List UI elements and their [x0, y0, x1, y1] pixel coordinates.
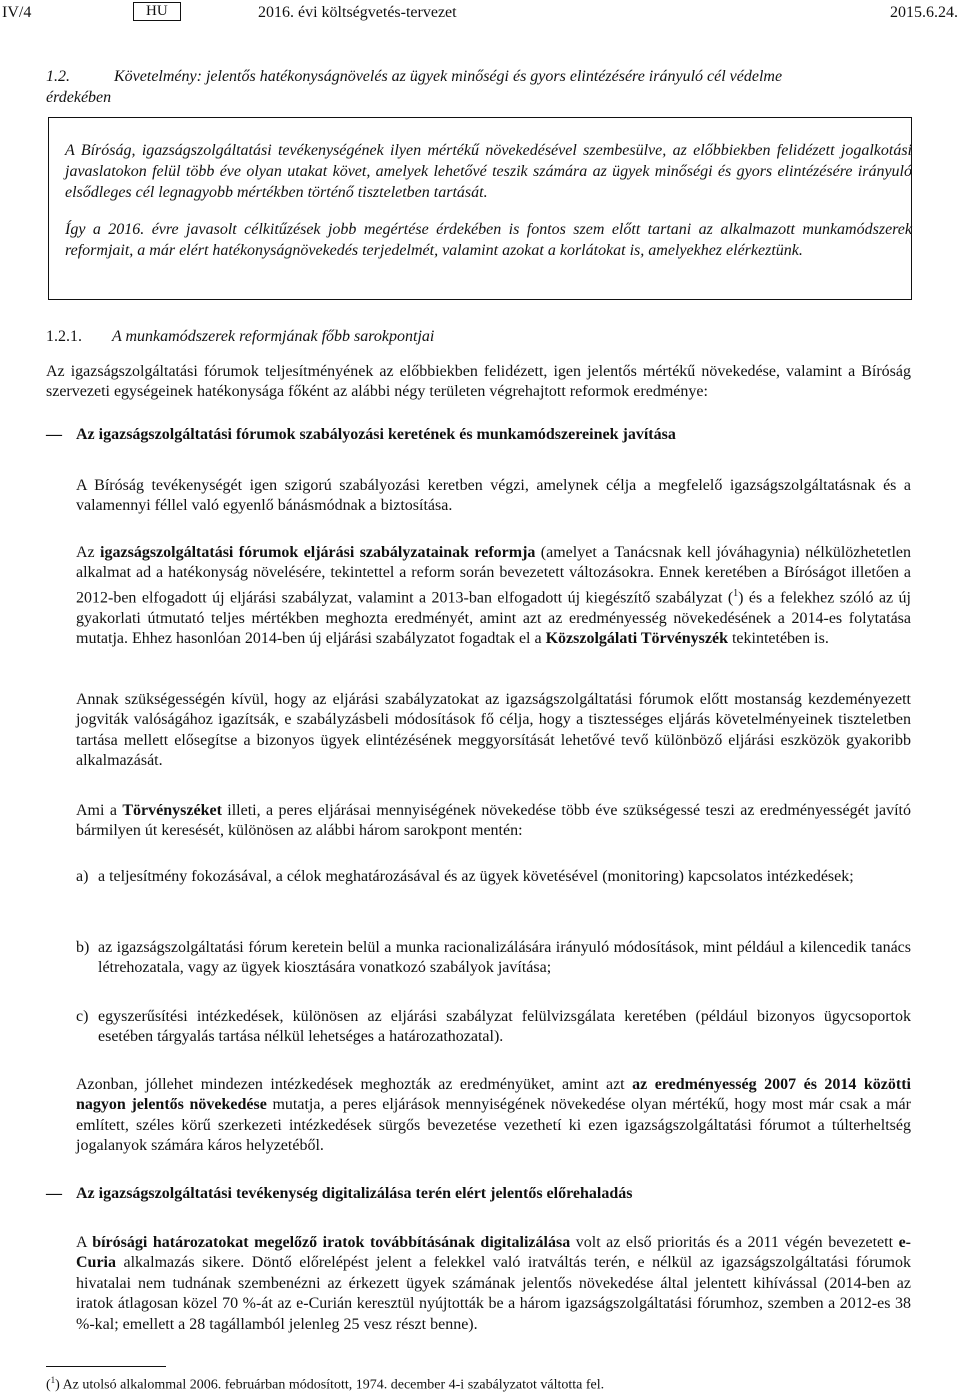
requirement-heading	[46, 66, 916, 108]
paragraph-c: Annak szükségességén kívül, hogy az eljárási szabályzatokat az igazságszolgáltatási fórumok előtt mostanság kezdeményezett jogviták valóságához igazítsák, e szabályzásbeli módosítások fő célja, hogy a tisztességes eljárás követelményeinek tiszteletben tartása mellett elősegítse a bizonyos ügyek elintézésének meggyorsítását lehetővé tevő különböző eljárási eszközök gyakoribb alkalmazását.	[76, 691, 911, 770]
list-item-text: az igazságszolgáltatási fórum keretein belül a munka racionalizálására irányuló módosítások, mint például a kilencedik tanács létrehozatala, vagy az ügyek kiosztására vonatkozó szabályok javítása;	[98, 939, 911, 977]
list-item-text: egyszerűsítési intézkedések, különösen az eljárási szabályzat felülvizsgálata keretében (például bizonyos ügycsoportok esetében tárgyalás tartása nélkül lehetséges a határozathozatal).	[98, 1008, 911, 1046]
footnote-number: 1	[50, 1375, 56, 1385]
paragraph-d: Ami a Törvényszéket illeti, a peres eljárásai mennyiségének növekedése több éve szükségessé teszi az eredményességét javító bármilyen út keresését, különösen az alábbi három sarokpont mentén:	[76, 802, 912, 840]
footnote: ($^1$) Az utolsó alkalommal 2006. februárban módosított, 1974. december 4-i szabályzatot váltotta fel.	[46, 1375, 605, 1393]
bold-phrase: e-Curia	[76, 1234, 911, 1272]
dash-heading-text: Az igazságszolgáltatási tevékenység digitalizálása terén elért jelentős előrehaladás	[76, 1185, 633, 1202]
requirement-number: 1.2.	[46, 68, 70, 85]
list-marker: a)	[76, 868, 89, 885]
list-item-text: a teljesítmény fokozásával, a célok meghatározásával és az ügyek követésével (monitoring) kapcsolatos intézkedések;	[98, 868, 854, 885]
footnote-separator	[46, 1366, 166, 1367]
subsection-title: A munkamódszerek reformjának főbb sarokpontjai	[112, 328, 435, 345]
list-item-c	[76, 1007, 911, 1048]
language-badge: HU	[133, 2, 181, 21]
dash-marker: —	[46, 1185, 62, 1202]
paragraph-f: A bírósági határozatokat megelőző iratok továbbításának digitalizálása volt az első prioritás és a 2011 végén bevezetett e-Curia alkalmazás sikere. Döntő előrelépést jelent a felekkel való iratváltás terén, e nélkül az igazságszolgáltatási fórumok hivatalai nem tudnának szembenézni az érkezett ügyek számának jelentős növekedése által jelentett kihívással (2014-ben az iratok átlagosan közel 70 %-át az e-Curián keresztül nyújtották be a három igazságszolgáltatási fórumhoz, szemben a 2012-es 38 %-kal; emellett a 28 tagállamból jelenleg 25 vesz részt benne).	[76, 1234, 911, 1333]
page-number: IV/4	[2, 4, 32, 21]
dash-heading-text: Az igazságszolgáltatási fórumok szabályozási keretének és munkamódszereinek javítása	[76, 426, 676, 443]
bold-phrase: Közszolgálati Törvényszék	[545, 629, 728, 647]
paragraph-a: A Bíróság tevékenységét igen szigorú szabályozási keretben végzi, amelynek célja a megfelelő igazságszolgáltatásnak és a valamennyi féllel való egyenlő bánásmódnak a biztosítása.	[76, 477, 911, 515]
intro-paragraph: Az igazságszolgáltatási fórumok teljesítményének az előbbiekben felidézett, igen jelentős mértékű növekedése, valamint a Bíróság szervezeti egységeinek hatékonysága főként az alábbi négy területen végrehajtott reformok eredménye:	[46, 363, 911, 401]
list-marker: b)	[76, 939, 90, 956]
bold-phrase: Törvényszéket	[122, 802, 222, 819]
requirement-title-line2: érdekében	[46, 89, 112, 106]
page-header	[0, 2, 960, 26]
subsection-number: 1.2.1.	[46, 328, 82, 345]
paragraph-e: Azonban, jóllehet mindezen intézkedések meghozták az eredményüket, amint azt az eredményesség 2007 és 2014 közötti nagyon jelentős növekedése mutatja, a peres eljárások mennyiségének növekedése olyan mértékű, hogy most már csak a már említett, széles körű szerkezeti intézkedések sürgős bevezetése vezethetí ki ezen igazságszolgáltatási fórumot a túlterheltség jogalanyok számára káros helyzetéből.	[76, 1076, 911, 1155]
footnote-ref: 1	[733, 587, 739, 599]
paragraph-b: Az igazságszolgáltatási fórumok eljárási szabályzatainak reformja (amelyet a Tanácsnak kell jóváhagynia) nélkülözhetetlen alkalmat ad a hatékonyság növelésére, tekintettel a reform során bevezetett változásokra. Ennek keretében a Bíróságot illetően a 2012-ben elfogadott új eljárási szabályzat, valamint a 2013-ban elfogadott új kiegészítő szabályzat ($^1$) és a felekhez szóló az új gyakorlati útmutató teljes mértékben meghozta eredményét, amint azt az eredményesség növekedésének a 2014-es folytatása mutatja. Ehhez hasonlóan 2014-ben új eljárási szabályzatot fogadtak el a Közszolgálati Törvényszék tekintetében is.	[76, 544, 912, 647]
bold-phrase: az eredményesség 2007 és 2014 közötti nagyon jelentős növekedése	[76, 1076, 911, 1114]
bold-phrase: bírósági határozatokat megelőző iratok továbbításának digitalizálása	[92, 1234, 571, 1251]
list-marker: c)	[76, 1008, 89, 1025]
footnote-text: Az utolsó alkalommal 2006. februárban módosított, 1974. december 4-i szabályzatot váltotta fel.	[62, 1377, 605, 1393]
summary-paragraph-2: Így a 2016. évre javasolt célkitűzések jobb megértése érdekében is fontos szem előtt tartani az alkalmazott munkamódszerek reformjait, a már elért hatékonyságnövekedés terjedelmét, valamint azokat a korlátokat is, amelyekhez elérkeztünk.	[65, 221, 912, 259]
document-title: 2016. évi költségvetés-tervezet	[258, 4, 457, 21]
document-date: 2015.6.24.	[890, 4, 958, 21]
dash-heading-2	[46, 1185, 632, 1203]
bold-phrase: igazságszolgáltatási fórumok eljárási szabályzatainak reformja	[100, 544, 536, 561]
list-item-a	[76, 867, 911, 887]
summary-box	[48, 117, 912, 300]
summary-paragraph-1: A Bíróság, igazságszolgáltatási tevékenységének ilyen mértékű növekedésével szembesülve, az előbbiekben felidézett jogalkotási javaslatokon felül több éve olyan utakat követ, amelyek lehetővé teszik számára az ügyek minőségi és gyors elintézésére irányuló elsődleges cél legnagyobb mértékben történő tiszteletben tartását.	[65, 142, 912, 201]
requirement-title-line1: Követelmény: jelentős hatékonyságnövelés az ügyek minőségi és gyors elintézésére irányuló cél védelme	[114, 68, 783, 85]
dash-heading-1	[46, 426, 676, 444]
list-item-b	[76, 938, 911, 979]
dash-marker: —	[46, 426, 62, 443]
